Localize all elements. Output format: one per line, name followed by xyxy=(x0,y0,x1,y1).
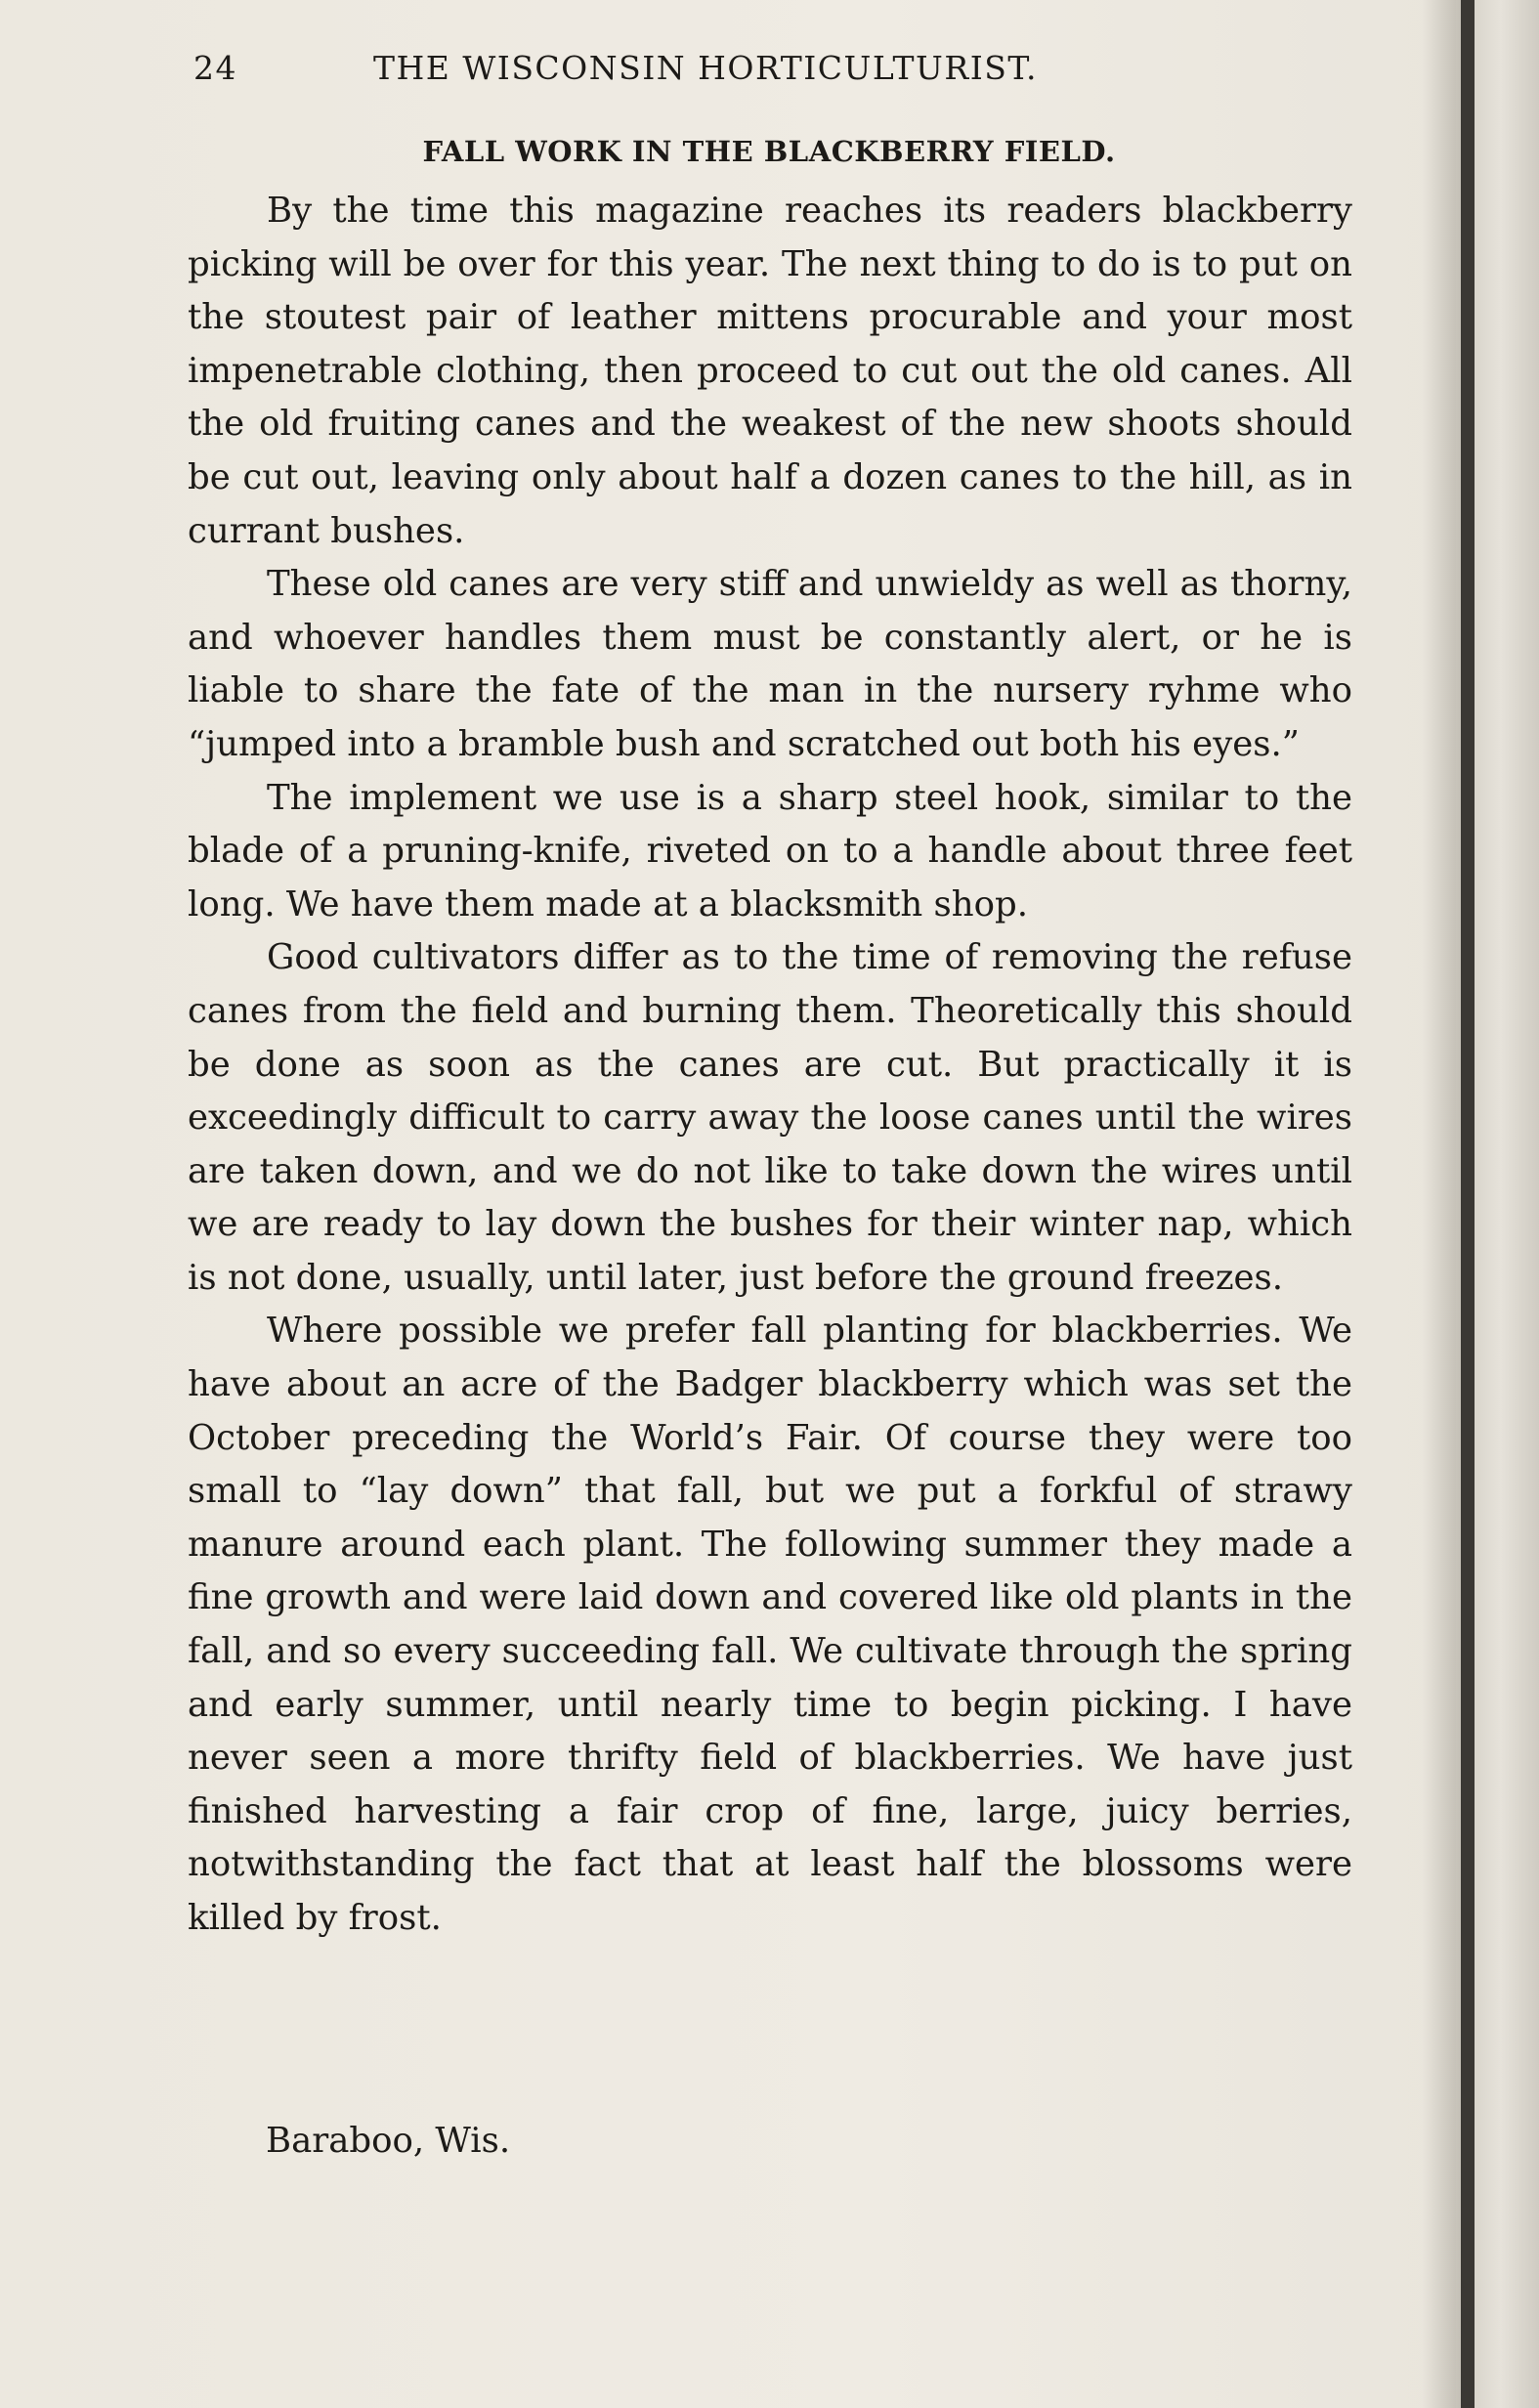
article-title: FALL WORK IN THE BLACKBERRY FIELD. xyxy=(422,135,1116,168)
page-number: 24 xyxy=(193,49,237,87)
binding-margin xyxy=(1475,0,1539,2408)
paragraph: Good cultivators differ as to the time of removing the refuse canes from the field and burning them. Theoretically this should be done as soon as the canes are cut. But practically it is exceedingly difficult to carry away the loose canes until the wires are taken down, and we do not like to take down the wires until we are ready to lay down the bushes for their winter nap, which is not done, usually, until later, just before the ground freezes. xyxy=(188,937,1352,1298)
binding-edge xyxy=(1461,0,1475,2408)
paragraph: These old canes are very stiff and unwieldy as well as thorny, and whoever handles them must be constantly alert, or he is liable to share the fate of the man in the nursery ryhme who “jumped into a bramble bush and scratched out both his eyes.” xyxy=(188,564,1352,764)
paragraph: By the time this magazine reaches its readers blackberry picking will be over for this year. The next thing to do is to put on the stoutest pair of leather mittens procurable and your most impenetrable clothing, then proceed to cut out the old canes. All the old fruiting canes and the weakest of the new shoots should be cut out, leaving only about half a dozen canes to the hill, as in currant bushes. xyxy=(188,191,1352,551)
paragraph: Where possible we prefer fall planting for blackberries. We have about an acre of the Badger blackberry which was set the October preceding the World’s Fair. Of course they were too small to “lay down” that fall, but we put a forkful of strawy manure around each plant. The following summer they made a fine growth and were laid down and covered like old plants in the fall, and so every succeeding fall. We cultivate through the spring and early summer, until nearly time to begin picking. I have never seen a more thrifty field of blackberries. We have just finished harvesting a fair crop of fine, large, juicy berries, notwithstanding the fact that at least half the blossoms were killed by frost. xyxy=(188,1311,1352,1938)
gutter-shadow xyxy=(1422,0,1461,2408)
paragraph: The implement we use is a sharp steel hook, similar to the blade of a pruning-knife, riveted on to a handle about three feet long. We have them made at a blacksmith shop. xyxy=(188,777,1352,924)
signature-location: Baraboo, Wis. xyxy=(266,2121,511,2161)
running-head xyxy=(193,49,1200,88)
article-body xyxy=(188,185,1352,1946)
journal-title: THE WISCONSIN HORTICULTURIST. xyxy=(373,49,1039,87)
